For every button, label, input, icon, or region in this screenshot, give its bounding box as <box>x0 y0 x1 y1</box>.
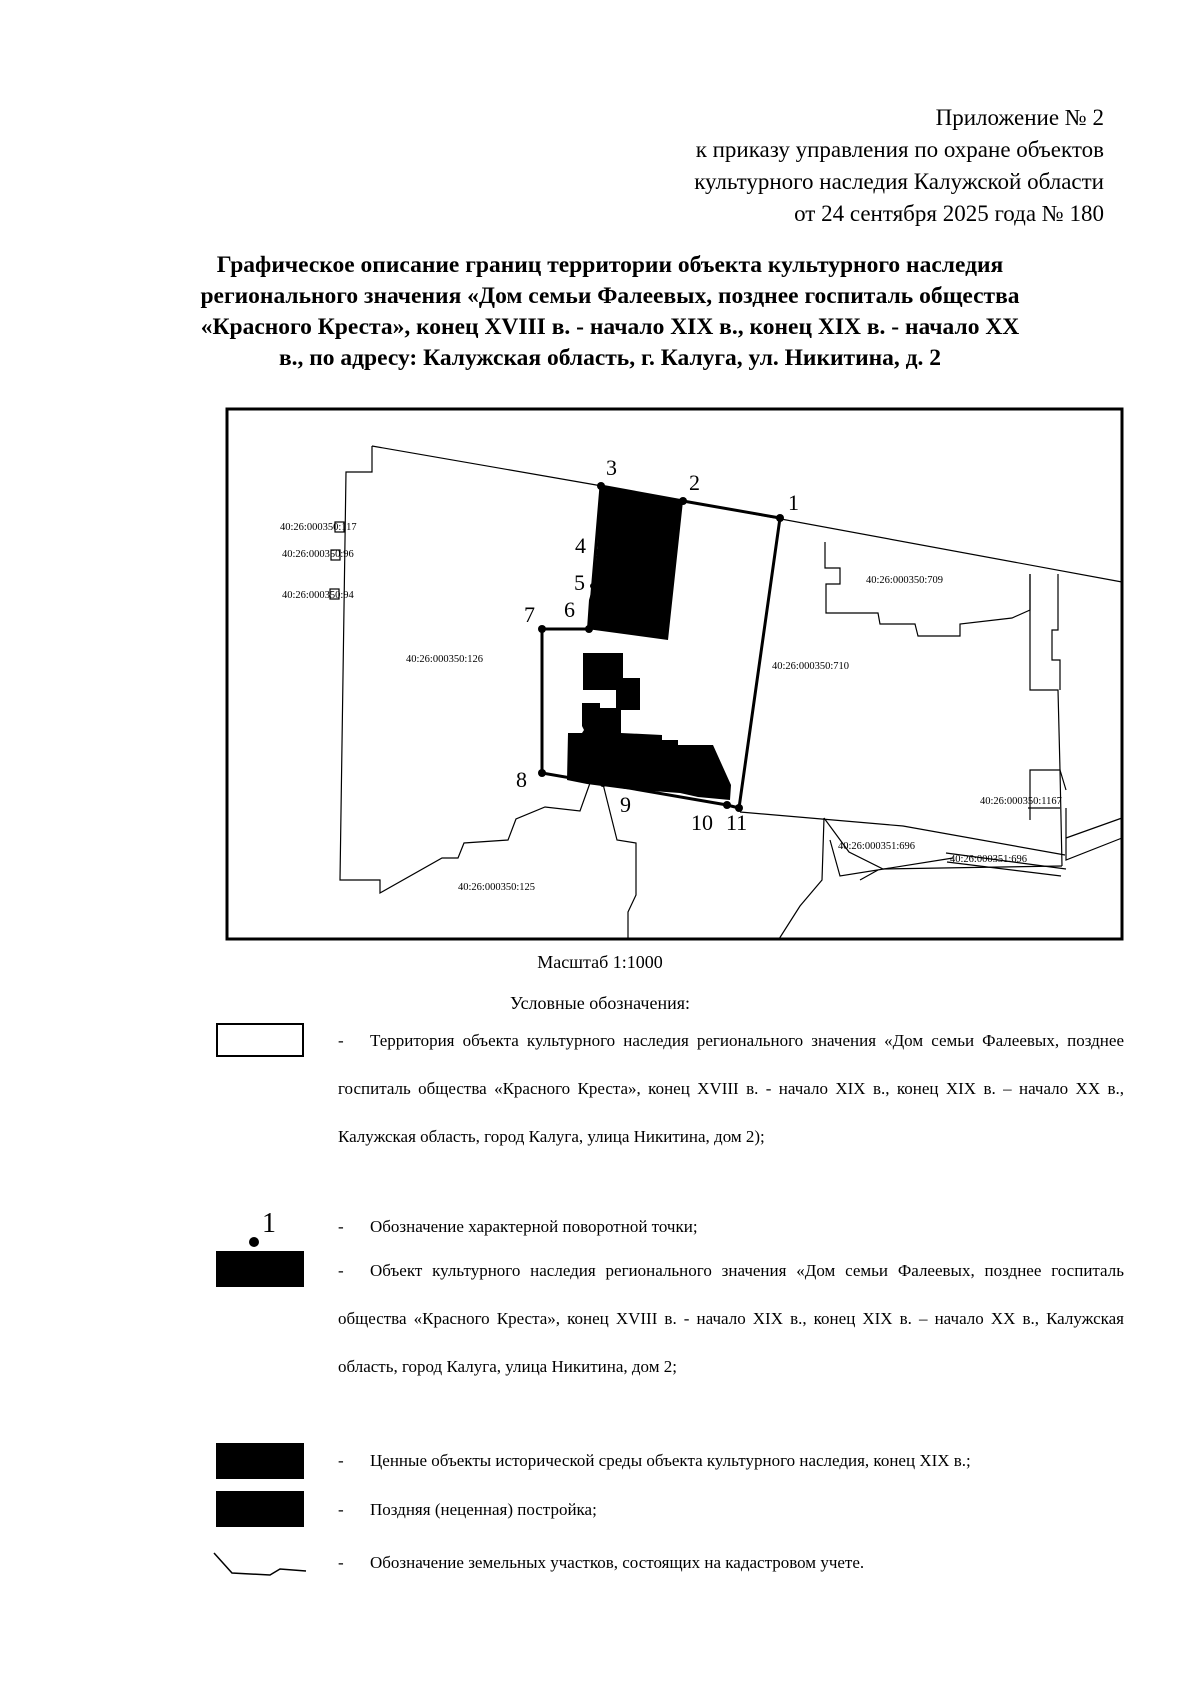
turning-point-5 <box>590 583 596 589</box>
legend-point-label: 1 <box>262 1208 276 1239</box>
parcel-label-117: 40:26:000350:117 <box>280 522 357 533</box>
parcel-label-710: 40:26:000350:710 <box>772 661 850 672</box>
point-label-5: 5 <box>574 570 585 595</box>
title-line-2: регионального значения «Дом семьи Фалеевых, позднее госпиталь общества <box>200 283 1020 309</box>
parcel-label-94: 40:26:000350:94 <box>282 590 354 601</box>
title-line-4: в., по адресу: Калужская область, г. Калуга, ул. Никитина, д. 2 <box>278 345 942 371</box>
point-label-8: 8 <box>516 767 527 792</box>
parcel-label-1167: 40:26:000350:1167 <box>980 796 1062 807</box>
parcel-label-125: 40:26:000350:125 <box>458 882 536 893</box>
legend-item-late-building: - Поздняя (неценная) постройка; <box>338 1486 1124 1534</box>
legend-text-valuable-objects: Ценные объекты исторической среды объекта культурного наследия, конец XIX в.; <box>370 1451 971 1470</box>
point-label-1: 1 <box>788 490 799 515</box>
legend-item-territory: - Территория объекта культурного наследия регионального значения «Дом семьи Фалеевых, позднее госпиталь общества «Красного Креста», конец XVIII в. - начало XIX в., конец XIX в. – начало XX в., Калужская область, город Калуга, улица Никитина, дом 2); <box>338 1017 1124 1161</box>
point-label-11: 11 <box>726 810 748 835</box>
parcel-label-126: 40:26:000350:126 <box>406 654 484 665</box>
turning-point-2 <box>679 497 687 505</box>
header-line-1: Приложение № 2 <box>935 105 1104 130</box>
turning-point-1 <box>776 514 784 522</box>
legend-item-turning-point: - Обозначение характерной поворотной точки; <box>338 1203 1124 1251</box>
turning-point-9 <box>600 781 606 787</box>
heritage-object-building <box>587 486 683 640</box>
turning-point-6 <box>585 625 593 633</box>
point-label-9: 9 <box>620 792 631 817</box>
legend-symbol-heritage-object <box>216 1251 304 1287</box>
legend-symbol-territory <box>216 1023 304 1057</box>
parcel-label-96: 40:26:000350:96 <box>282 549 354 560</box>
title-line-1: Графическое описание границ территории объекта культурного наследия <box>216 252 1004 278</box>
turning-point-7 <box>538 625 546 633</box>
legend-symbol-turning-point <box>246 1208 294 1252</box>
map-scale: Масштаб 1:1000 <box>537 952 663 972</box>
legend-symbol-parcel-line <box>210 1545 310 1585</box>
header-line-3: культурного наследия Калужской области <box>694 169 1104 194</box>
legend-text-turning-point: Обозначение характерной поворотной точки; <box>370 1217 698 1236</box>
parcel-label-696-a: 40:26:000351:696 <box>838 841 916 852</box>
header-line-2: к приказу управления по охране объектов <box>695 137 1104 162</box>
turning-point-10 <box>723 801 731 809</box>
point-label-4: 4 <box>575 533 586 558</box>
legend-heading: Условные обозначения: <box>509 993 691 1013</box>
turning-point-8 <box>538 769 546 777</box>
title-line-3: «Красного Креста», конец XVIII в. - начало XIX в., конец XIX в. - начало XX <box>200 314 1020 340</box>
legend-text-late-building: Поздняя (неценная) постройка; <box>370 1500 597 1519</box>
parcel-label-696-b: 40:26:000351:696 <box>950 854 1028 865</box>
legend-symbol-late-building <box>216 1491 304 1527</box>
point-label-3: 3 <box>606 455 617 480</box>
legend-item-parcel-line: - Обозначение земельных участков, состоящих на кадастровом учете. <box>338 1539 1124 1587</box>
legend-symbol-valuable-objects <box>216 1443 304 1479</box>
point-label-2: 2 <box>689 470 700 495</box>
legend-item-valuable-objects: - Ценные объекты исторической среды объекта культурного наследия, конец XIX в.; <box>338 1437 1124 1485</box>
legend-text-parcel-line: Обозначение земельных участков, состоящих на кадастровом учете. <box>370 1553 865 1572</box>
legend-text-heritage-object: Объект культурного наследия регионального значения «Дом семьи Фалеевых, позднее госпиталь общества «Красного Креста», конец XVIII в. - начало XIX в., конец XIX в. – начало XX в., Калужская область, город Калуга, улица Никитина, дом 2; <box>338 1261 1124 1376</box>
turning-point-3 <box>597 482 605 490</box>
point-label-7: 7 <box>524 602 535 627</box>
legend-text-territory: Территория объекта культурного наследия регионального значения «Дом семьи Фалеевых, позднее госпиталь общества «Красного Креста», конец XVIII в. - начало XIX в., конец XIX в. – начало XX в., Калужская область, город Калуга, улица Никитина, дом 2); <box>338 1031 1124 1146</box>
point-label-10: 10 <box>691 810 713 835</box>
parcel-label-709: 40:26:000350:709 <box>866 575 944 586</box>
header-line-4: от 24 сентября 2025 года № 180 <box>794 201 1104 226</box>
legend-item-heritage-object: - Объект культурного наследия регионального значения «Дом семьи Фалеевых, позднее госпиталь общества «Красного Креста», конец XVIII в. - начало XIX в., конец XIX в. – начало XX в., Калужская область, город Калуга, улица Никитина, дом 2; <box>338 1247 1124 1391</box>
point-label-6: 6 <box>564 597 575 622</box>
turning-point-4 <box>594 549 600 555</box>
